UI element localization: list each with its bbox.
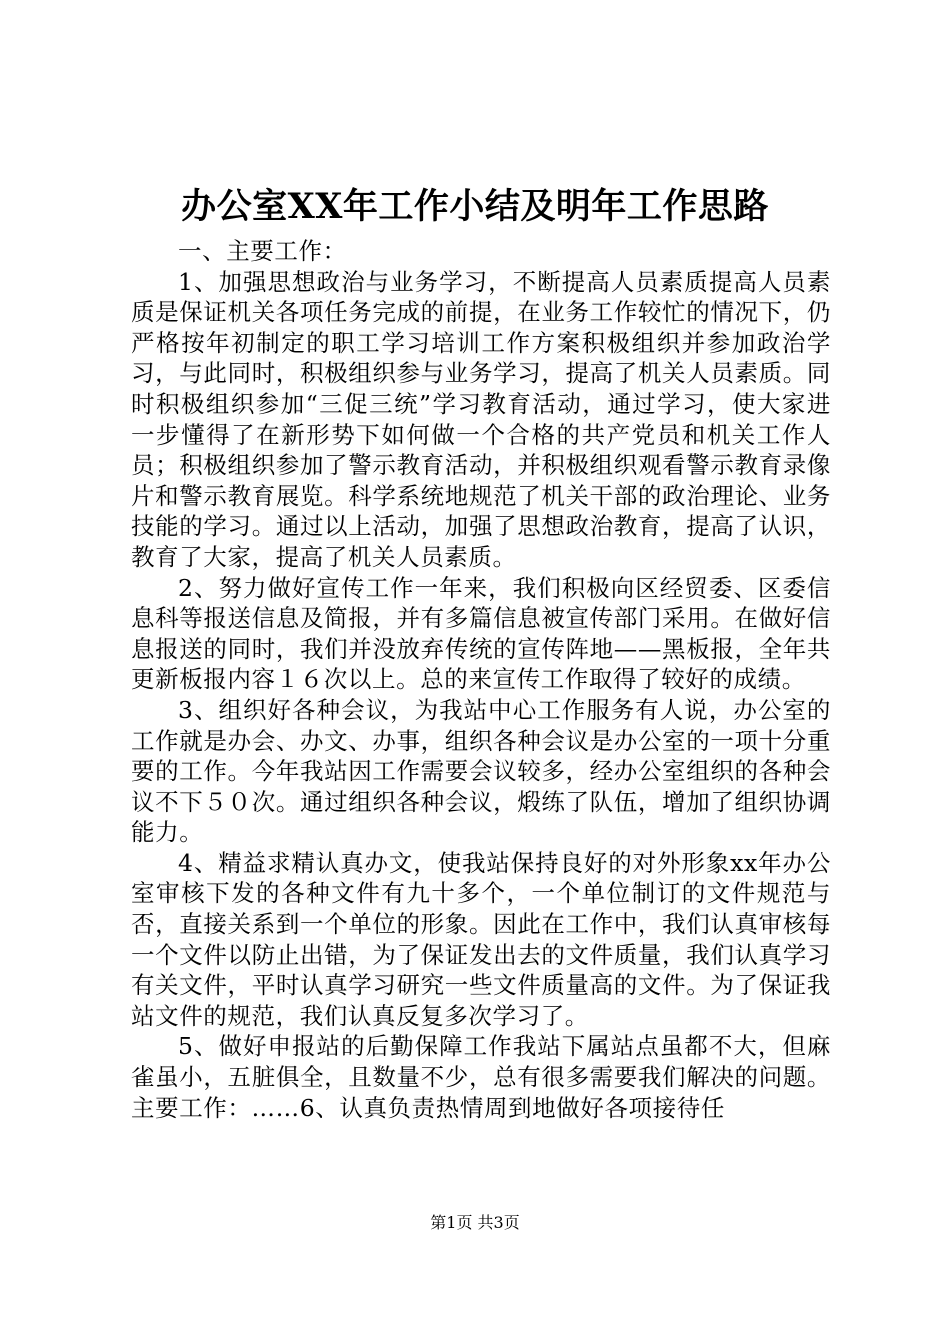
- paragraph-1: 1、加强思想政治与业务学习，不断提高人员素质提高人员素质是保证机关各项任务完成的前提，在业务工作较忙的情况下，仍严格按年初制定的职工学习培训工作方案积极组织并参加政治学习，与此同时，积极组织参与业务学习，提高了机关人员素质。同时积极组织参加“三促三统”学习教育活动，通过学习，使大家进一步懂得了在新形势下如何做一个合格的共产党员和机关工作人员；积极组织参加了警示教育活动，并积极组织观看警示教育录像片和警示教育展览。科学系统地规范了机关干部的政治理论、业务技能的学习。通过以上活动，加强了思想政治教育，提高了认识，教育了大家，提高了机关人员素质。: [131, 267, 831, 571]
- document-body: [131, 236, 831, 1123]
- document-title: 办公室XX年工作小结及明年工作思路: [181, 186, 769, 227]
- paragraph-3: 3、组织好各种会议，为我站中心工作服务有人说，办公室的工作就是办会、办文、办事，组织各种会议是办公室的一项十分重要的工作。今年我站因工作需要会议较多，经办公室组织的各种会议不下５０次。通过组织各种会议，煅练了队伍，增加了组织协调能力。: [131, 695, 831, 847]
- paragraph-4: 4、精益求精认真办文，使我站保持良好的对外形象xx年办公室审核下发的各种文件有九十多个，一个单位制订的文件规范与否，直接关系到一个单位的形象。因此在工作中，我们认真审核每一个文件以防止出错，为了保证发出去的文件质量，我们认真学习有关文件，平时认真学习研究一些文件质量高的文件。为了保证我站文件的规范，我们认真反复多次学习了。: [131, 848, 831, 1030]
- section-heading: 一、主要工作：: [178, 237, 347, 265]
- paragraph-2: 2、努力做好宣传工作一年来，我们积极向区经贸委、区委信息科等报送信息及简报，并有多篇信息被宣传部门采用。在做好信息报送的同时，我们并没放弃传统的宣传阵地——黑板报，全年共更新板报内容１６次以上。总的来宣传工作取得了较好的成绩。: [131, 573, 831, 694]
- paragraph-5: 5、做好申报站的后勤保障工作我站下属站点虽都不大，但麻雀虽小，五脏俱全，且数量不少，总有很多需要我们解决的问题。主要工作：……6、认真负责热情周到地做好各项接待任: [131, 1032, 831, 1122]
- page-footer: 第1页 共3页: [430, 1213, 520, 1232]
